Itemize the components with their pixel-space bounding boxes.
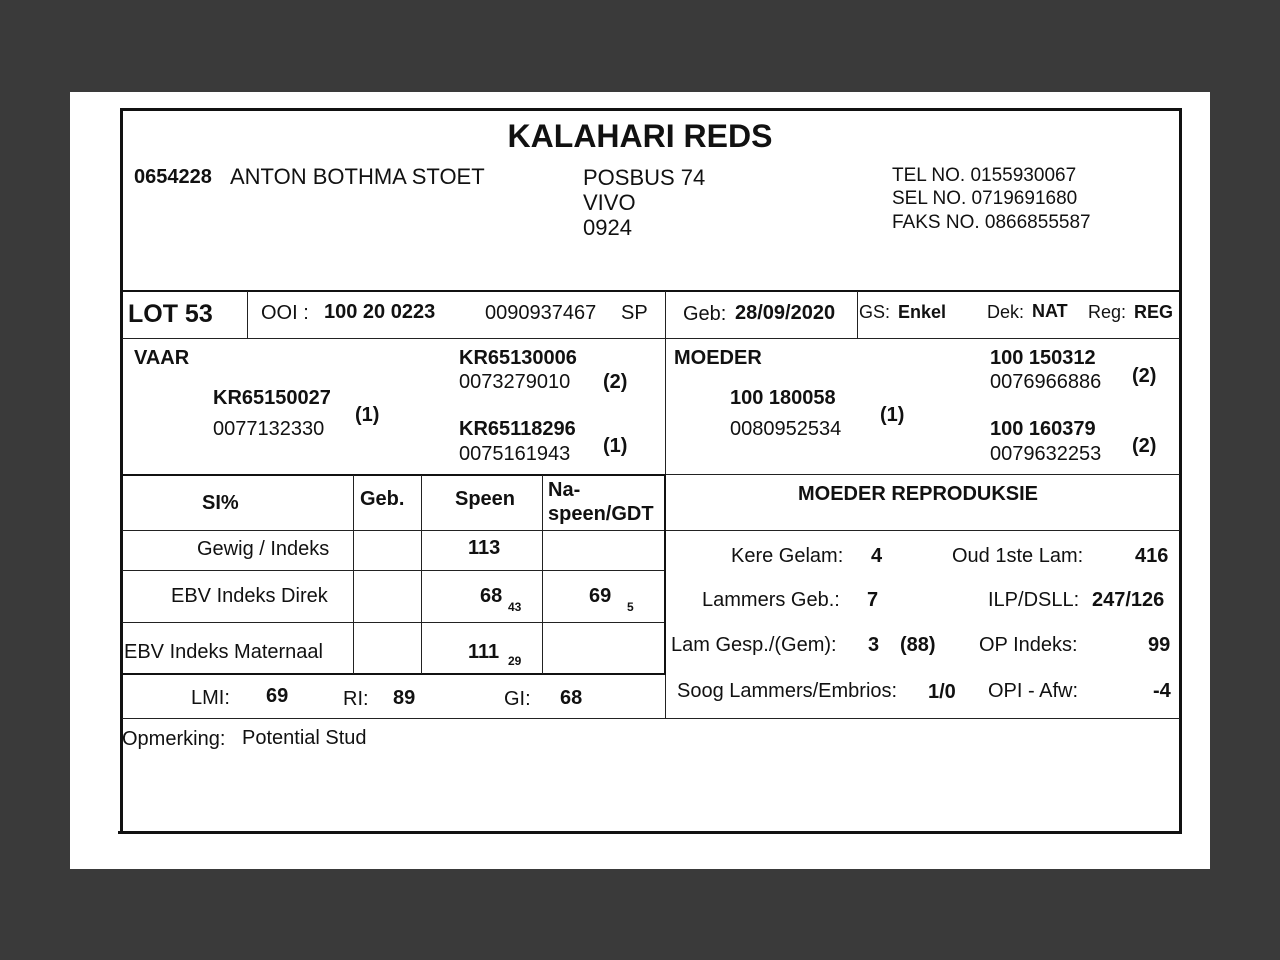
soog-label: Soog Lammers/Embrios:	[677, 680, 898, 702]
dam-dam-name: 100 160379	[990, 418, 1096, 440]
lot-number: LOT 53	[128, 300, 213, 328]
si-table-top	[122, 474, 666, 476]
line-lot-bottom	[122, 338, 1180, 339]
kere-gelam-value: 4	[871, 545, 883, 567]
breeder-name: ANTON BOTHMA STOET	[230, 164, 485, 189]
sire-dam-grade: (1)	[603, 435, 628, 457]
repro-title: MOEDER REPRODUKSIE	[797, 483, 1039, 505]
line-si-row3	[122, 673, 666, 675]
frame-left	[120, 108, 123, 834]
oud-value: 416	[1135, 545, 1169, 567]
sire-sire-grade: (2)	[603, 371, 628, 393]
gi-value: 68	[560, 687, 583, 709]
ri-value: 89	[393, 687, 416, 709]
sire-dam-name: KR65118296	[459, 418, 576, 440]
reg-value: REG	[1134, 302, 1174, 322]
tel-number: TEL NO. 0155930067	[892, 165, 1077, 186]
ooi-value: 100 20 0223	[324, 301, 436, 323]
si-row-label: Gewig / Indeks	[197, 538, 330, 560]
breed-title: KALAHARI REDS	[507, 118, 773, 154]
opi-value: -4	[1153, 680, 1171, 702]
si-col-divider-3	[542, 475, 543, 674]
si-header-geb: Geb.	[360, 488, 405, 510]
dam-sire-number: 0076966886	[990, 371, 1102, 393]
dek-value: NAT	[1032, 301, 1068, 321]
lmi-label: LMI:	[191, 687, 230, 709]
si-row-speen: 111	[468, 641, 500, 663]
si-row-speen-accuracy: 29	[508, 654, 522, 668]
frame-top	[120, 108, 1182, 111]
breeder-number: 0654228	[134, 166, 212, 188]
address-line-2: VIVO	[583, 190, 636, 215]
dam-sire-grade: (2)	[1132, 365, 1157, 387]
dam-sire-name: 100 150312	[990, 347, 1096, 369]
frame-bottom	[118, 831, 1182, 834]
sire-name: KR65150027	[213, 387, 331, 409]
sire-number: 0077132330	[213, 418, 325, 440]
dam-label: MOEDER	[674, 347, 762, 369]
gesp-value: 3	[868, 634, 880, 656]
soog-value: 1/0	[928, 681, 956, 703]
op-label: OP Indeks:	[979, 634, 1078, 656]
line-repro-top	[666, 474, 1180, 475]
geb-value: 28/09/2020	[735, 302, 836, 324]
si-row-naspeen-accuracy: 5	[627, 600, 634, 614]
si-col-divider-4	[664, 475, 666, 674]
opi-label: OPI - Afw:	[988, 680, 1079, 702]
gs-label: GS:	[859, 302, 891, 322]
line-si-row2	[122, 622, 666, 623]
dek-label: Dek:	[987, 302, 1025, 322]
sire-grade: (1)	[355, 404, 380, 426]
ri-label: RI:	[343, 688, 369, 710]
line-si-row1	[122, 570, 666, 571]
si-row-speen: 113	[468, 537, 501, 559]
gesp-gem-value: (88)	[900, 634, 936, 656]
frame-right	[1179, 108, 1182, 834]
line-lot-top	[122, 290, 1180, 292]
divider-gs	[857, 291, 858, 338]
line-indices-bottom	[122, 718, 1180, 719]
gesp-label: Lam Gesp./(Gem):	[671, 634, 837, 656]
si-row-speen: 68	[480, 585, 503, 607]
si-row-label: EBV Indeks Direk	[171, 585, 328, 607]
geb-label: Geb:	[683, 303, 727, 325]
ilp-value: 247/126	[1092, 589, 1165, 611]
oud-label: Oud 1ste Lam:	[952, 545, 1084, 567]
si-header-label: SI%	[202, 492, 239, 514]
dam-dam-grade: (2)	[1132, 435, 1157, 457]
sire-sire-name: KR65130006	[459, 347, 577, 369]
dam-number: 0080952534	[730, 418, 842, 440]
sel-number: SEL NO. 0719691680	[892, 188, 1078, 209]
remark-value: Potential Stud	[242, 727, 367, 749]
lammers-geb-label: Lammers Geb.:	[702, 589, 840, 611]
address-line-3: 0924	[583, 215, 632, 240]
animal-id-number: 0090937467	[485, 302, 597, 324]
lammers-geb-value: 7	[867, 589, 879, 611]
lmi-value: 69	[266, 685, 289, 707]
divider-lot	[247, 291, 248, 338]
reg-label: Reg:	[1088, 302, 1127, 322]
sire-label: VAAR	[134, 347, 190, 369]
dam-name: 100 180058	[730, 387, 836, 409]
address-line-1: POSBUS 74	[583, 165, 706, 190]
gi-label: GI:	[504, 688, 531, 710]
ooi-label: OOI :	[261, 302, 309, 324]
si-col-divider-1	[353, 475, 354, 674]
si-header-naspeen: Na-speen/GDT	[548, 479, 654, 525]
dam-grade: (1)	[880, 404, 905, 426]
dam-dam-number: 0079632253	[990, 443, 1102, 465]
si-row-speen-accuracy: 43	[508, 600, 522, 614]
line-si-header	[122, 530, 1180, 531]
animal-code: SP	[621, 302, 648, 324]
faks-number: FAKS NO. 0866855587	[892, 212, 1091, 233]
sire-sire-number: 0073279010	[459, 371, 571, 393]
lot-card	[70, 92, 1210, 869]
ilp-label: ILP/DSLL:	[988, 589, 1080, 611]
gs-value: Enkel	[898, 302, 947, 322]
divider-geb	[665, 291, 666, 338]
si-row-label: EBV Indeks Maternaal	[124, 641, 323, 663]
remark-label: Opmerking:	[122, 728, 226, 750]
si-header-speen: Speen	[455, 488, 516, 510]
op-value: 99	[1148, 634, 1171, 656]
si-row-naspeen: 69	[589, 585, 612, 607]
sire-dam-number: 0075161943	[459, 443, 571, 465]
kere-gelam-label: Kere Gelam:	[731, 545, 844, 567]
si-col-divider-2	[421, 475, 422, 674]
